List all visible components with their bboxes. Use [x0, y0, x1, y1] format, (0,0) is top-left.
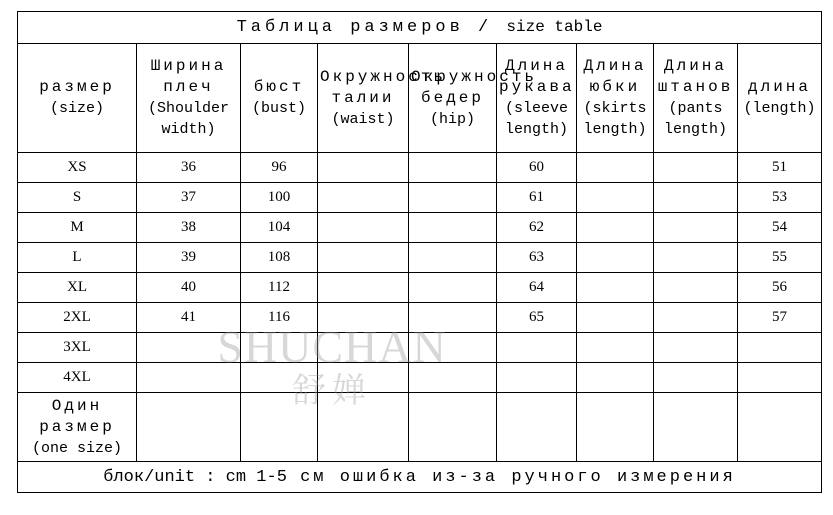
cell-waist	[318, 363, 409, 393]
one-size-cell	[137, 393, 241, 462]
cell-skirt	[577, 303, 654, 333]
cell-hip	[409, 303, 497, 333]
cell-size: S	[18, 183, 137, 213]
header-label-ru: Окружность талии	[320, 67, 447, 107]
cell-shoulder: 40	[137, 273, 241, 303]
cell-sleeve	[497, 363, 577, 393]
title-en: size table	[506, 18, 603, 36]
cell-size: XS	[18, 153, 137, 183]
cell-sleeve: 65	[497, 303, 577, 333]
cell-pants	[654, 183, 738, 213]
header-cell	[577, 44, 654, 153]
cell-length: 57	[738, 303, 822, 333]
cell-pants	[654, 303, 738, 333]
table-row	[18, 273, 822, 303]
footer-unit: блок/unit : cm 1-5	[103, 467, 287, 487]
cell-bust: 96	[241, 153, 318, 183]
cell-shoulder: 41	[137, 303, 241, 333]
header-cell	[241, 44, 318, 153]
one-size-cell	[241, 393, 318, 462]
cell-skirt	[577, 243, 654, 273]
cell-skirt	[577, 273, 654, 303]
header-cell	[18, 44, 137, 153]
cell-sleeve: 60	[497, 153, 577, 183]
one-size-cell	[577, 393, 654, 462]
header-label-ru: длина	[748, 78, 812, 96]
header-label-en: (hip)	[429, 110, 475, 128]
table-row	[18, 243, 822, 273]
watermark-brand: SHUCHAN	[217, 321, 447, 372]
cell-shoulder: 39	[137, 243, 241, 273]
cell-waist	[318, 183, 409, 213]
cell-waist	[318, 213, 409, 243]
header-label-en: (length)	[743, 100, 816, 117]
cell-skirt	[577, 153, 654, 183]
cell-bust: 112	[241, 273, 318, 303]
header-label-ru: Длина рукава	[499, 57, 575, 96]
footer-note: см ошибка из-за ручного измерения	[300, 467, 736, 487]
cell-bust: 116	[241, 303, 318, 333]
cell-sleeve: 62	[497, 213, 577, 243]
cell-length	[738, 333, 822, 363]
cell-hip	[409, 213, 497, 243]
one-size-row	[18, 393, 822, 462]
header-label-ru: Длина штанов	[657, 57, 734, 96]
header-label-ru: бюст	[253, 78, 305, 96]
cell-pants	[654, 333, 738, 363]
header-label-en: (pants length)	[663, 100, 727, 138]
table-row	[18, 363, 822, 393]
header-label-en: (waist)	[331, 110, 395, 128]
cell-size: 2XL	[18, 303, 137, 333]
cell-skirt	[577, 183, 654, 213]
cell-length	[738, 363, 822, 393]
header-cell	[654, 44, 738, 153]
cell-hip	[409, 153, 497, 183]
cell-sleeve: 61	[497, 183, 577, 213]
cell-waist	[318, 273, 409, 303]
header-cell	[137, 44, 241, 153]
cell-size: XL	[18, 273, 137, 303]
watermark-brand-cn: 舒婵	[292, 371, 372, 411]
cell-bust: 108	[241, 243, 318, 273]
header-cell	[738, 44, 822, 153]
title-ru: Таблица размеров /	[236, 18, 493, 37]
cell-waist	[318, 333, 409, 363]
header-label-en: (bust)	[251, 100, 306, 117]
table-row	[18, 213, 822, 243]
cell-bust	[241, 333, 318, 363]
header-label-en: (sleeve length)	[504, 100, 568, 138]
cell-size: 3XL	[18, 333, 137, 363]
header-label-en: (size)	[49, 100, 104, 117]
header-row	[18, 44, 822, 153]
cell-pants	[654, 243, 738, 273]
cell-pants	[654, 153, 738, 183]
cell-hip	[409, 333, 497, 363]
header-label-en: (skirts length)	[583, 100, 647, 138]
cell-bust	[241, 363, 318, 393]
cell-skirt	[577, 213, 654, 243]
cell-waist	[318, 303, 409, 333]
cell-size: L	[18, 243, 137, 273]
cell-size: 4XL	[18, 363, 137, 393]
one-size-cell	[497, 393, 577, 462]
header-label-ru: Ширина плеч	[150, 57, 227, 96]
size-table-container	[17, 11, 822, 493]
cell-length: 56	[738, 273, 822, 303]
header-label-ru: Длина юбки	[583, 57, 647, 96]
cell-length: 53	[738, 183, 822, 213]
one-size-cell	[738, 393, 822, 462]
cell-waist	[318, 153, 409, 183]
cell-sleeve: 63	[497, 243, 577, 273]
cell-hip	[409, 363, 497, 393]
cell-skirt	[577, 333, 654, 363]
one-size-en: (one size)	[31, 439, 122, 457]
cell-sleeve	[497, 333, 577, 363]
table-row	[18, 333, 822, 363]
cell-shoulder: 38	[137, 213, 241, 243]
one-size-cell	[318, 393, 409, 462]
cell-length: 51	[738, 153, 822, 183]
table-footer	[18, 462, 822, 493]
table-row	[18, 153, 822, 183]
cell-hip	[409, 183, 497, 213]
table-row	[18, 303, 822, 333]
cell-size: M	[18, 213, 137, 243]
size-table	[17, 11, 822, 493]
cell-pants	[654, 363, 738, 393]
cell-hip	[409, 243, 497, 273]
cell-shoulder	[137, 333, 241, 363]
one-size-cell	[654, 393, 738, 462]
header-label-en: (Shoulder width)	[147, 100, 229, 138]
one-size-ru: Один размер	[39, 396, 115, 436]
one-size-cell	[409, 393, 497, 462]
cell-pants	[654, 213, 738, 243]
table-title	[18, 12, 822, 44]
cell-bust: 104	[241, 213, 318, 243]
cell-skirt	[577, 363, 654, 393]
cell-bust: 100	[241, 183, 318, 213]
cell-pants	[654, 273, 738, 303]
one-size-label	[18, 393, 137, 462]
header-label-ru: размер	[39, 78, 115, 96]
header-cell	[497, 44, 577, 153]
cell-shoulder: 37	[137, 183, 241, 213]
table-row	[18, 183, 822, 213]
cell-shoulder: 36	[137, 153, 241, 183]
cell-hip	[409, 273, 497, 303]
cell-shoulder	[137, 363, 241, 393]
cell-sleeve: 64	[497, 273, 577, 303]
header-cell	[318, 44, 447, 153]
header-label-ru: Окружность бедер	[411, 67, 538, 107]
cell-waist	[318, 243, 409, 273]
cell-length: 55	[738, 243, 822, 273]
cell-length: 54	[738, 213, 822, 243]
